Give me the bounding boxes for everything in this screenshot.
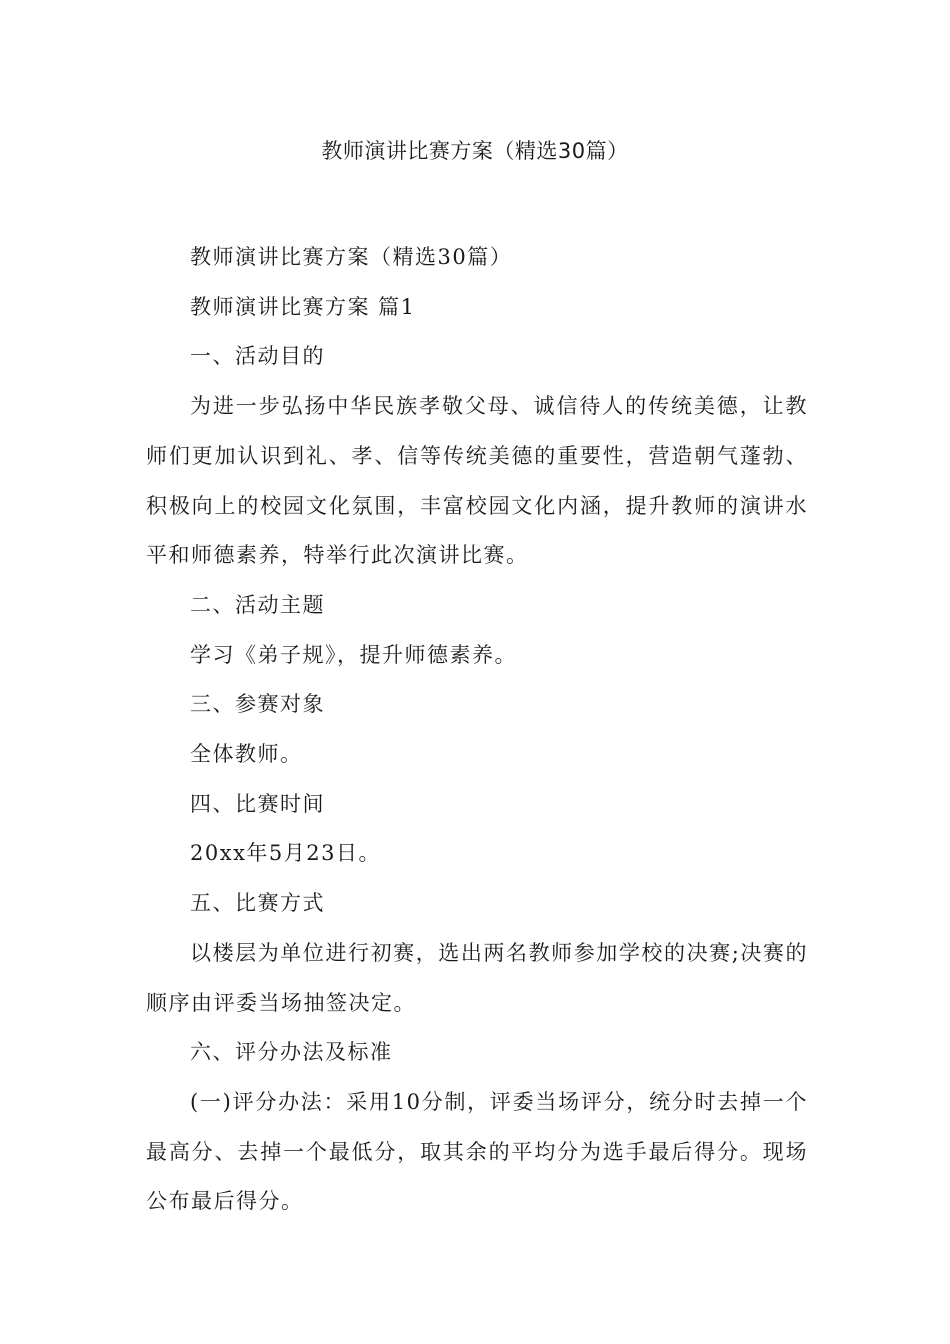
- document-title: 教师演讲比赛方案（精选30篇）: [321, 139, 629, 163]
- heading-activity-purpose: 一、活动目的: [190, 344, 325, 369]
- paragraph-scoring-method: (一)评分办法：采用10分制，评委当场评分，统分时去掉一个最高分、去掉一个最低分，取其余的平均分为选手最后得分。现场公布最后得分。: [146, 1089, 808, 1214]
- heading-competition-time: 四、比赛时间: [190, 791, 325, 816]
- paragraph-competition-time: 20xx年5月23日。: [190, 841, 381, 866]
- paragraph-activity-theme: 学习《弟子规》，提升师德素养。: [190, 642, 517, 667]
- heading-scoring: 六、评分办法及标准: [190, 1040, 393, 1065]
- paragraph-competition-format: 以楼层为单位进行初赛，选出两名教师参加学校的决赛;决赛的顺序由评委当场抽签决定。: [146, 940, 808, 1015]
- paragraph-subtitle: 教师演讲比赛方案（精选30篇）: [190, 245, 513, 269]
- paragraph-activity-purpose: 为进一步弘扬中华民族孝敬父母、诚信待人的传统美德，让教师们更加认识到礼、孝、信等传统美德的重要性，营造朝气蓬勃、积极向上的校园文化氛围，丰富校园文化内涵，提升教师的演讲水平和师德素养，特举行此次演讲比赛。: [146, 394, 808, 568]
- paragraph-participants: 全体教师。: [190, 742, 303, 767]
- heading-participants: 三、参赛对象: [190, 692, 325, 717]
- heading-competition-format: 五、比赛方式: [190, 891, 325, 916]
- document-body: [146, 233, 808, 1227]
- paragraph-section-heading: 教师演讲比赛方案 篇1: [190, 294, 416, 319]
- heading-activity-theme: 二、活动主题: [190, 592, 325, 617]
